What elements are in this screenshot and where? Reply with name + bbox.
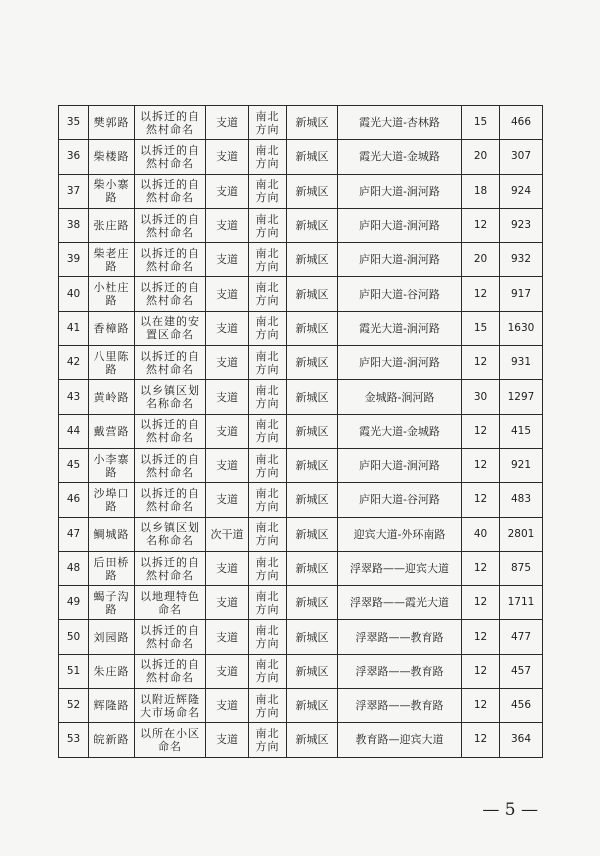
cell-road-grade: 支道 [206,586,249,620]
cell-length: 2801 [500,517,543,551]
cell-number: 53 [59,723,89,757]
table-row [59,551,543,585]
cell-number: 51 [59,654,89,688]
table-row [59,140,543,174]
cell-number: 49 [59,586,89,620]
cell-number: 48 [59,551,89,585]
cell-naming-reason: 以拆迁的自然村命名 [135,346,206,380]
cell-district: 新城区 [287,517,338,551]
cell-number: 38 [59,208,89,242]
table-row [59,380,543,414]
cell-start-end: 浮翠路——教育路 [338,689,462,723]
cell-road-name: 樊郭路 [89,106,135,140]
cell-length: 1711 [500,586,543,620]
cell-district: 新城区 [287,448,338,482]
cell-number: 41 [59,311,89,345]
cell-length: 931 [500,346,543,380]
cell-road-name: 蝎子沟路 [89,586,135,620]
cell-direction: 南北方向 [249,483,287,517]
cell-district: 新城区 [287,654,338,688]
cell-naming-reason: 以拆迁的自然村命名 [135,174,206,208]
cell-length: 415 [500,414,543,448]
cell-direction: 南北方向 [249,414,287,448]
cell-start-end: 庐阳大道-涧河路 [338,243,462,277]
cell-number: 52 [59,689,89,723]
cell-district: 新城区 [287,723,338,757]
cell-district: 新城区 [287,689,338,723]
cell-width: 12 [462,208,500,242]
cell-road-name: 后田桥路 [89,551,135,585]
cell-start-end: 浮翠路——迎宾大道 [338,551,462,585]
table-row [59,174,543,208]
cell-number: 47 [59,517,89,551]
cell-road-name: 柴老庄路 [89,243,135,277]
cell-width: 40 [462,517,500,551]
cell-naming-reason: 以拆迁的自然村命名 [135,448,206,482]
cell-road-name: 柴楼路 [89,140,135,174]
cell-length: 483 [500,483,543,517]
cell-length: 364 [500,723,543,757]
cell-road-name: 朱庄路 [89,654,135,688]
cell-start-end: 霞光大道-金城路 [338,414,462,448]
cell-naming-reason: 以拆迁的自然村命名 [135,243,206,277]
table-row [59,689,543,723]
cell-district: 新城区 [287,483,338,517]
cell-district: 新城区 [287,414,338,448]
cell-start-end: 迎宾大道-外环南路 [338,517,462,551]
cell-naming-reason: 以附近辉隆大市场命名 [135,689,206,723]
table-row [59,448,543,482]
cell-district: 新城区 [287,174,338,208]
cell-road-name: 刘园路 [89,620,135,654]
table-row [59,311,543,345]
cell-naming-reason: 以在建的安置区命名 [135,311,206,345]
cell-naming-reason: 以所在小区命名 [135,723,206,757]
cell-road-grade: 支道 [206,620,249,654]
cell-road-name: 八里陈路 [89,346,135,380]
cell-start-end: 霞光大道-涧河路 [338,311,462,345]
cell-start-end: 霞光大道-杏林路 [338,106,462,140]
cell-width: 30 [462,380,500,414]
cell-road-grade: 支道 [206,654,249,688]
cell-road-grade: 支道 [206,243,249,277]
cell-road-grade: 次干道 [206,517,249,551]
cell-start-end: 庐阳大道-涧河路 [338,208,462,242]
cell-road-name: 沙埠口路 [89,483,135,517]
cell-direction: 南北方向 [249,517,287,551]
cell-number: 37 [59,174,89,208]
cell-naming-reason: 以拆迁的自然村命名 [135,140,206,174]
cell-number: 43 [59,380,89,414]
cell-direction: 南北方向 [249,208,287,242]
cell-road-name: 皖新路 [89,723,135,757]
table-row [59,723,543,757]
cell-road-grade: 支道 [206,689,249,723]
cell-naming-reason: 以拆迁的自然村命名 [135,414,206,448]
cell-road-name: 香樟路 [89,311,135,345]
table-row [59,620,543,654]
cell-width: 18 [462,174,500,208]
table-row [59,277,543,311]
cell-length: 932 [500,243,543,277]
cell-road-grade: 支道 [206,723,249,757]
table-row [59,517,543,551]
cell-width: 12 [462,448,500,482]
cell-number: 40 [59,277,89,311]
cell-length: 307 [500,140,543,174]
cell-width: 12 [462,551,500,585]
cell-number: 50 [59,620,89,654]
cell-naming-reason: 以拆迁的自然村命名 [135,277,206,311]
cell-length: 875 [500,551,543,585]
cell-length: 456 [500,689,543,723]
cell-road-name: 张庄路 [89,208,135,242]
cell-naming-reason: 以地理特色命名 [135,586,206,620]
table-row [59,654,543,688]
cell-direction: 南北方向 [249,277,287,311]
cell-naming-reason: 以乡镇区划名称命名 [135,517,206,551]
cell-length: 921 [500,448,543,482]
cell-number: 42 [59,346,89,380]
cell-width: 12 [462,277,500,311]
cell-length: 1630 [500,311,543,345]
cell-width: 12 [462,346,500,380]
cell-naming-reason: 以拆迁的自然村命名 [135,106,206,140]
cell-length: 477 [500,620,543,654]
cell-width: 12 [462,620,500,654]
table-row [59,346,543,380]
cell-number: 45 [59,448,89,482]
cell-direction: 南北方向 [249,586,287,620]
cell-direction: 南北方向 [249,448,287,482]
cell-road-grade: 支道 [206,174,249,208]
cell-number: 35 [59,106,89,140]
table-row [59,243,543,277]
cell-width: 20 [462,140,500,174]
cell-road-grade: 支道 [206,106,249,140]
cell-width: 15 [462,106,500,140]
cell-road-name: 小杜庄路 [89,277,135,311]
cell-start-end: 庐阳大道-谷河路 [338,277,462,311]
cell-road-grade: 支道 [206,277,249,311]
cell-direction: 南北方向 [249,689,287,723]
cell-road-grade: 支道 [206,380,249,414]
table-row [59,483,543,517]
cell-naming-reason: 以乡镇区划名称命名 [135,380,206,414]
cell-district: 新城区 [287,277,338,311]
cell-district: 新城区 [287,380,338,414]
table-row [59,208,543,242]
cell-width: 15 [462,311,500,345]
cell-start-end: 霞光大道-金城路 [338,140,462,174]
cell-direction: 南北方向 [249,654,287,688]
cell-number: 39 [59,243,89,277]
cell-naming-reason: 以拆迁的自然村命名 [135,483,206,517]
cell-length: 457 [500,654,543,688]
cell-start-end: 庐阳大道-涧河路 [338,174,462,208]
cell-number: 46 [59,483,89,517]
cell-start-end: 浮翠路——霞光大道 [338,586,462,620]
cell-road-name: 鲷城路 [89,517,135,551]
cell-length: 923 [500,208,543,242]
cell-start-end: 庐阳大道-涧河路 [338,448,462,482]
cell-road-grade: 支道 [206,140,249,174]
cell-road-grade: 支道 [206,551,249,585]
cell-start-end: 庐阳大道-谷河路 [338,483,462,517]
cell-road-grade: 支道 [206,346,249,380]
cell-length: 466 [500,106,543,140]
cell-direction: 南北方向 [249,106,287,140]
cell-road-grade: 支道 [206,208,249,242]
cell-width: 12 [462,654,500,688]
page-number: — 5 — [482,800,538,820]
cell-road-name: 戴营路 [89,414,135,448]
cell-road-name: 辉隆路 [89,689,135,723]
cell-start-end: 金城路-涧河路 [338,380,462,414]
cell-district: 新城区 [287,346,338,380]
table-body [59,106,543,758]
cell-road-name: 小李寨路 [89,448,135,482]
cell-width: 12 [462,723,500,757]
cell-direction: 南北方向 [249,620,287,654]
cell-width: 12 [462,414,500,448]
road-naming-table [58,105,543,758]
cell-district: 新城区 [287,106,338,140]
cell-direction: 南北方向 [249,380,287,414]
cell-naming-reason: 以拆迁的自然村命名 [135,654,206,688]
cell-naming-reason: 以拆迁的自然村命名 [135,620,206,654]
cell-width: 12 [462,586,500,620]
cell-direction: 南北方向 [249,243,287,277]
cell-start-end: 教育路—迎宾大道 [338,723,462,757]
cell-number: 36 [59,140,89,174]
table-row [59,586,543,620]
cell-length: 917 [500,277,543,311]
cell-road-grade: 支道 [206,311,249,345]
cell-direction: 南北方向 [249,140,287,174]
cell-district: 新城区 [287,243,338,277]
cell-width: 12 [462,689,500,723]
cell-district: 新城区 [287,140,338,174]
cell-direction: 南北方向 [249,311,287,345]
cell-direction: 南北方向 [249,723,287,757]
cell-width: 20 [462,243,500,277]
cell-district: 新城区 [287,208,338,242]
cell-number: 44 [59,414,89,448]
table-row [59,414,543,448]
cell-district: 新城区 [287,551,338,585]
cell-length: 1297 [500,380,543,414]
cell-direction: 南北方向 [249,551,287,585]
cell-road-name: 柴小寨路 [89,174,135,208]
cell-naming-reason: 以拆迁的自然村命名 [135,551,206,585]
cell-road-grade: 支道 [206,483,249,517]
cell-road-name: 黄岭路 [89,380,135,414]
cell-start-end: 庐阳大道-涧河路 [338,346,462,380]
table-row [59,106,543,140]
cell-district: 新城区 [287,311,338,345]
cell-width: 12 [462,483,500,517]
cell-start-end: 浮翠路——教育路 [338,620,462,654]
cell-district: 新城区 [287,620,338,654]
cell-start-end: 浮翠路——教育路 [338,654,462,688]
cell-district: 新城区 [287,586,338,620]
cell-direction: 南北方向 [249,346,287,380]
cell-road-grade: 支道 [206,448,249,482]
cell-direction: 南北方向 [249,174,287,208]
cell-naming-reason: 以拆迁的自然村命名 [135,208,206,242]
cell-road-grade: 支道 [206,414,249,448]
cell-length: 924 [500,174,543,208]
